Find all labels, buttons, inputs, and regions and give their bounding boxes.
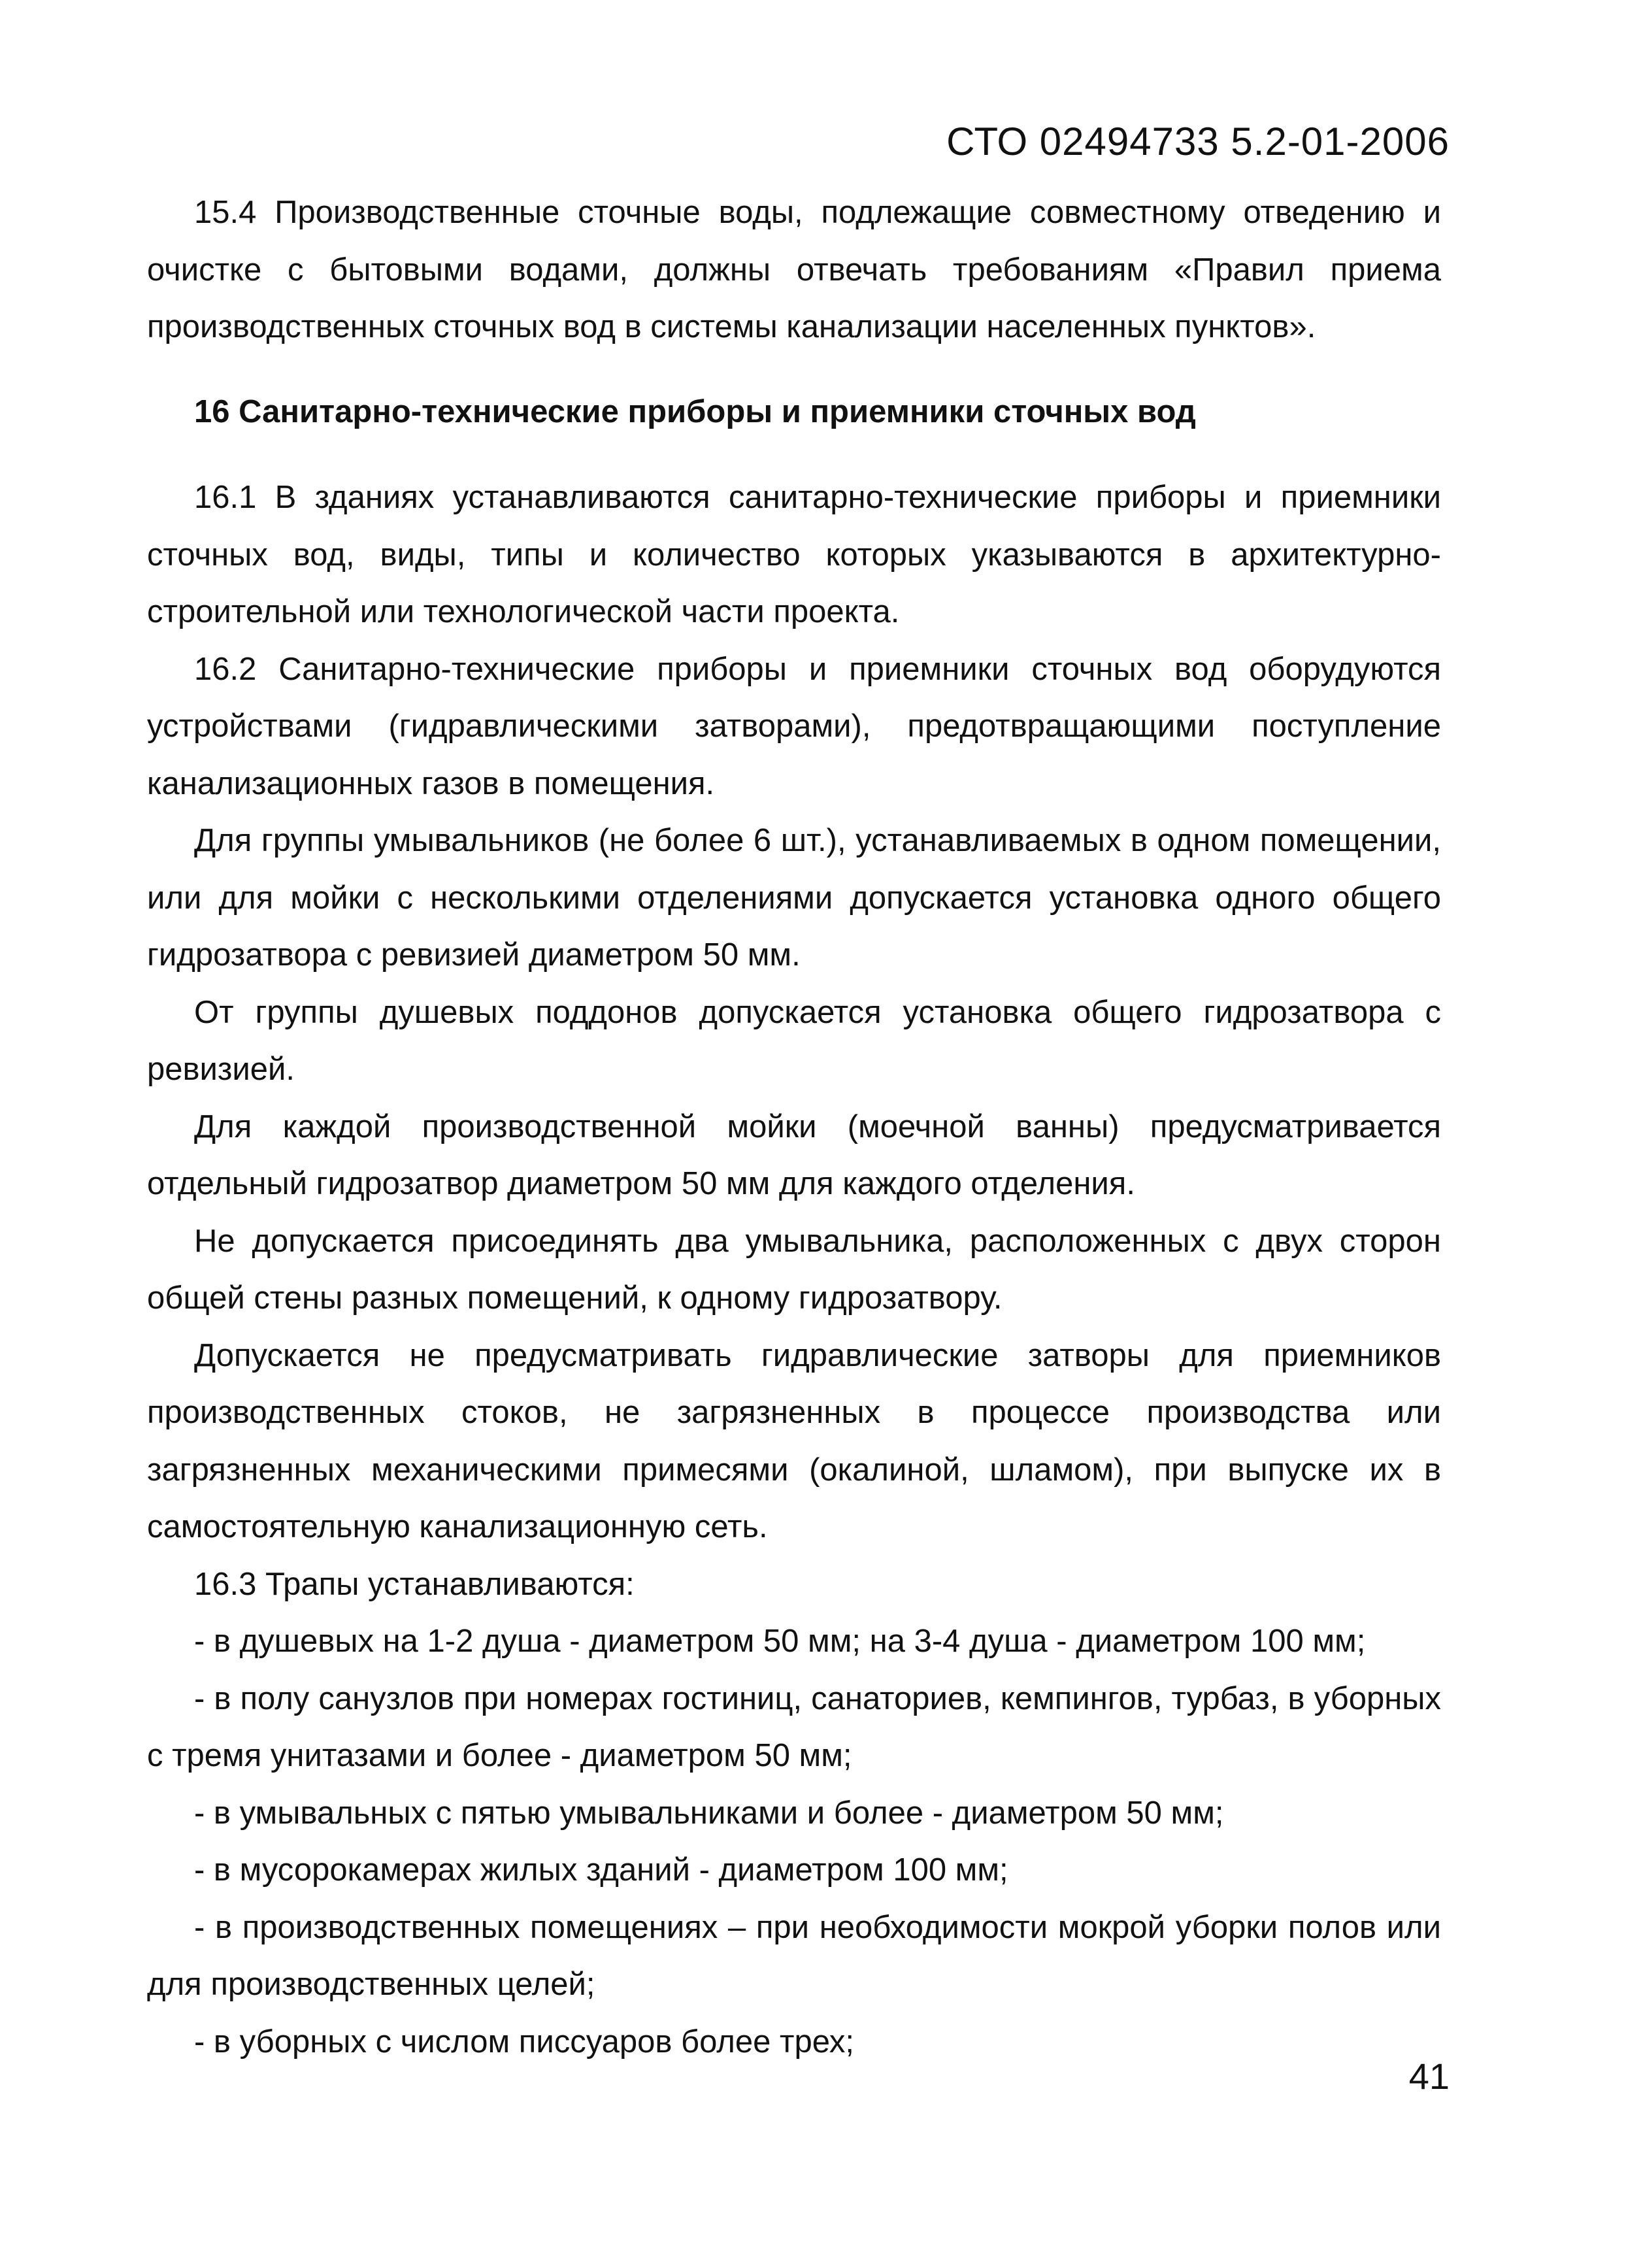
paragraph-15-4: 15.4 Производственные сточные воды, подлежащие совместному отведению и очистке с бытовыми водами, должны отвечать требованиям «Правил приема производственных сточных вод в системы канализации населенных пунктов». xyxy=(147,195,1441,344)
trap-list-item: - в уборных с числом писсуаров более трех; xyxy=(194,2024,854,2060)
paragraph-16-3: 16.3 Трапы устанавливаются: xyxy=(194,1566,635,1602)
trap-list-item: - в производственных помещениях – при необходимости мокрой уборки полов или для производственных целей; xyxy=(147,1909,1441,2002)
trap-list-item: - в мусорокамерах жилых зданий - диаметром 100 мм; xyxy=(194,1852,1008,1888)
paragraph-washbasins: Для группы умывальников (не более 6 шт.), устанавливаемых в одном помещении, или для мойки с несколькими отделениями допускается установка одного общего гидрозатвора с ревизией диаметром 50 мм. xyxy=(147,823,1441,973)
document-code: СТО 02494733 5.2-01-2006 xyxy=(946,120,1450,163)
paragraph-sink: Для каждой производственной мойки (моечной ванны) предусматривается отдельный гидрозатвор диаметром 50 мм для каждого отделения. xyxy=(147,1109,1441,1201)
paragraph-16-2: 16.2 Санитарно-технические приборы и приемники сточных вод оборудуются устройствами (гидравлическими затворами), предотвращающими поступление канализационных газов в помещения. xyxy=(147,651,1441,801)
paragraph-16-1: 16.1 В зданиях устанавливаются санитарно-технические приборы и приемники сточных вод, виды, типы и количество которых указываются в архитектурно-строительной или технологической части проекта. xyxy=(147,480,1441,629)
page-number: 41 xyxy=(1408,2056,1450,2097)
trap-list-item: - в умывальных с пятью умывальниками и более - диаметром 50 мм; xyxy=(194,1795,1224,1831)
section-16-heading: 16 Санитарно-технические приборы и приемники сточных вод xyxy=(194,393,1196,429)
paragraph-no-traps: Допускается не предусматривать гидравлические затворы для приемников производственных стоков, не загрязненных в процессе производства или загрязненных механическими примесями (окалиной, шламом), при выпуске их в самостоятельную канализационную сеть. xyxy=(147,1337,1441,1544)
paragraph-two-basins: Не допускается присоединять два умывальника, расположенных с двух сторон общей стены разных помещений, к одному гидрозатвору. xyxy=(147,1223,1441,1316)
trap-list-item: - в полу санузлов при номерах гостиниц, санаториев, кемпингов, турбаз, в уборных с тремя унитазами и более - диаметром 50 мм; xyxy=(147,1680,1441,1773)
paragraph-shower-trays: От группы душевых поддонов допускается установка общего гидрозатвора с ревизией. xyxy=(147,994,1441,1087)
trap-list-item: - в душевых на 1-2 душа - диаметром 50 мм; на 3-4 душа - диаметром 100 мм; xyxy=(194,1624,1366,1659)
document-body xyxy=(147,184,1441,2071)
